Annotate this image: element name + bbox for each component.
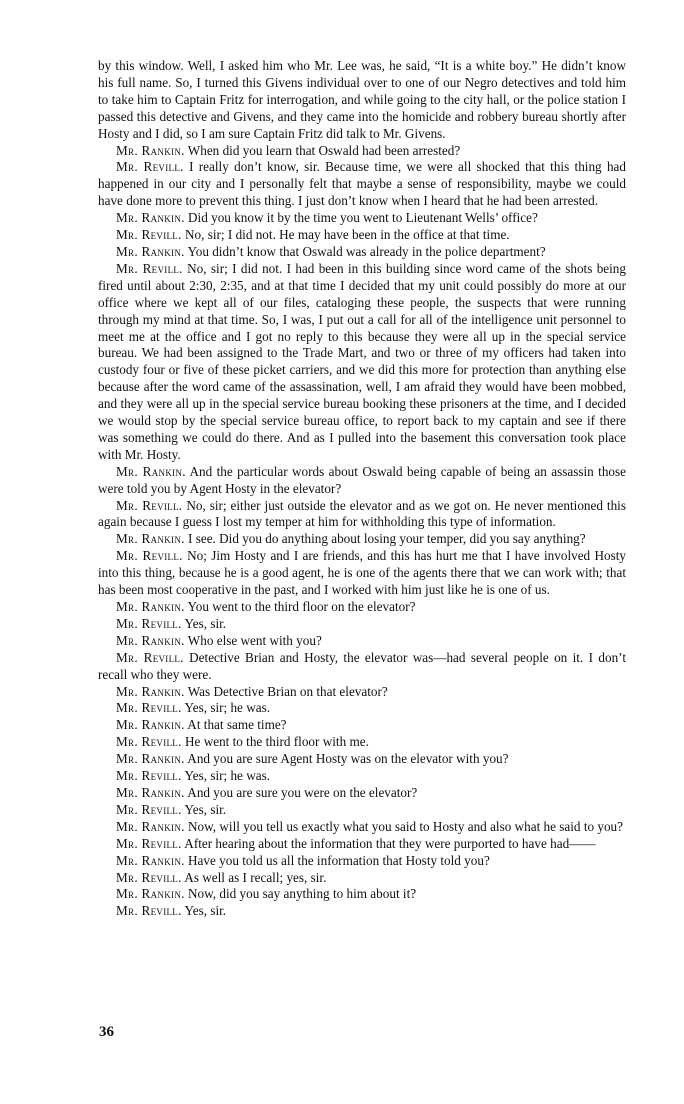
dialogue-paragraph — [98, 836, 626, 853]
speech-text: He went to the third floor with me. — [185, 734, 369, 750]
dialogue-paragraph — [98, 548, 626, 599]
dialogue-paragraph — [98, 227, 626, 244]
speech-text: You went to the third floor on the elevator? — [187, 599, 416, 614]
speaker-name: Mr. Revill. — [116, 159, 184, 175]
speaker-name: Mr. Revill. — [116, 768, 182, 784]
speaker-name: Mr. Rankin. — [116, 531, 185, 547]
speech-text: Who else went with you? — [187, 632, 322, 648]
speech-text: At that same time? — [187, 717, 287, 733]
speech-text: Was Detective Brian on that elevator? — [187, 683, 388, 699]
speaker-name: Mr. Rankin. — [116, 142, 185, 158]
speech-text: I see. Did you do anything about losing your temper, did you say anything? — [188, 531, 586, 547]
dialogue-paragraph — [98, 819, 626, 836]
dialogue-paragraph — [98, 210, 626, 227]
dialogue-paragraph — [98, 244, 626, 261]
speaker-name: Mr. Rankin. — [116, 683, 185, 699]
transcript-page — [98, 58, 626, 920]
speaker-name: Mr. Revill. — [116, 649, 184, 665]
speaker-name: Mr. Rankin. — [116, 632, 185, 648]
speaker-name: Mr. Revill. — [116, 700, 182, 716]
dialogue-paragraph — [98, 785, 626, 802]
speech-text: No, sir; either just outside the elevator and as we got on. He never mentioned this again because I guess I lost my temper at him for withholding this type of information. — [98, 497, 626, 530]
speaker-name: Mr. Rankin. — [116, 717, 185, 733]
speech-text: As well as I recall; yes, sir. — [184, 869, 327, 885]
speech-text: After hearing about the information that they were purported to have had—— — [184, 835, 596, 851]
speech-text: Now, will you tell us exactly what you said to Hosty and also what he said to you? — [188, 818, 624, 834]
speaker-name: Mr. Revill. — [116, 869, 182, 885]
speaker-name: Mr. Rankin. — [116, 751, 185, 767]
dialogue-list — [98, 143, 626, 921]
speaker-name: Mr. Revill. — [116, 227, 182, 243]
speech-text: Did you know it by the time you went to Lieutenant Wells’ office? — [188, 210, 538, 226]
speaker-name: Mr. Rankin. — [116, 852, 185, 868]
speaker-name: Mr. Revill. — [116, 615, 182, 631]
speech-text: And you are sure you were on the elevator? — [187, 784, 418, 800]
speech-text: Now, did you say anything to him about it? — [188, 886, 417, 902]
dialogue-paragraph — [98, 802, 626, 819]
speech-text: Have you told us all the information that Hosty told you? — [188, 852, 490, 868]
speaker-name: Mr. Rankin. — [116, 784, 185, 800]
speaker-name: Mr. Revill. — [116, 801, 182, 817]
speaker-name: Mr. Revill. — [116, 260, 183, 276]
speech-text: No; Jim Hosty and I are friends, and this has hurt me that I have involved Hosty into this thing, because he is a good agent, he is one of the agents there that we can work with; that has been most cooperative in the past, and I worked with him just like he is one of us. — [98, 548, 626, 598]
dialogue-paragraph — [98, 599, 626, 616]
dialogue-paragraph — [98, 650, 626, 684]
speech-text: Yes, sir; he was. — [184, 700, 271, 716]
speech-text: When did you learn that Oswald had been arrested? — [187, 142, 461, 158]
speech-text: Yes, sir. — [184, 615, 227, 631]
speech-text: I really don’t know, sir. Because time, we were all shocked that this thing had happened in our city and I personally felt that maybe a sense of responsibility, maybe we could have done more to prevent this thing. I just don’t know when I heard that he had been arrested. — [98, 159, 627, 209]
dialogue-paragraph — [98, 870, 626, 887]
dialogue-paragraph — [98, 464, 626, 498]
speaker-name: Mr. Revill. — [116, 734, 182, 750]
dialogue-paragraph — [98, 886, 626, 903]
speaker-name: Mr. Rankin. — [116, 210, 185, 226]
speaker-name: Mr. Rankin. — [116, 599, 185, 614]
dialogue-paragraph — [98, 768, 626, 785]
speech-text: You didn’t know that Oswald was already in the police department? — [187, 243, 546, 259]
speech-text: No, sir; I did not. I had been in this building since word came of the shots being fired until about 2:30, 2:35, and at that time I decided that my unit could possibly do more at our office where we kept all of our files, cataloging these people, the suspects that were running through my mind at that time. So, I was, I put out a call for all of the intelligence unit personnel to meet me at the office and I got no reply to this because they were all up in the special service bureau. We had been assigned to the Trade Mart, and two or three of my officers had taken into custody four or five of these picket carriers, and we did this more for protection than anything else because after the word came of the assassination, well, I am afraid they would have been mobbed, and they were all up in the special service bureau booking these prisoners at the time, and I decided we would stop by the special service bureau office, to report back to my captain and see if there was something we could do there. And as I pulled into the basement this conversation took place with Mr. Hosty. — [98, 260, 626, 462]
dialogue-paragraph — [98, 498, 626, 532]
dialogue-paragraph — [98, 903, 626, 920]
speaker-name: Mr. Revill. — [116, 835, 182, 851]
page-number: 36 — [99, 1024, 114, 1040]
speech-text: And you are sure Agent Hosty was on the elevator with you? — [187, 751, 509, 767]
dialogue-paragraph — [98, 853, 626, 870]
dialogue-paragraph — [98, 531, 626, 548]
speech-text: Yes, sir; he was. — [184, 768, 271, 784]
dialogue-paragraph — [98, 751, 626, 768]
speaker-name: Mr. Revill. — [116, 497, 183, 513]
dialogue-paragraph — [98, 633, 626, 650]
speech-text: Yes, sir. — [184, 903, 227, 919]
dialogue-paragraph — [98, 717, 626, 734]
dialogue-paragraph — [98, 143, 626, 160]
speech-text: And the particular words about Oswald being capable of being an assassin those were told you by Agent Hosty in the elevator? — [98, 463, 626, 496]
dialogue-paragraph — [98, 159, 626, 210]
speech-text: Yes, sir. — [184, 801, 227, 817]
speaker-name: Mr. Revill. — [116, 548, 183, 564]
speaker-name: Mr. Rankin. — [116, 886, 185, 902]
dialogue-paragraph — [98, 684, 626, 701]
speaker-name: Mr. Rankin. — [116, 463, 186, 479]
speaker-name: Mr. Revill. — [116, 903, 182, 919]
dialogue-paragraph — [98, 616, 626, 633]
speaker-name: Mr. Rankin. — [116, 818, 185, 834]
speaker-name: Mr. Rankin. — [116, 243, 185, 259]
dialogue-paragraph — [98, 700, 626, 717]
dialogue-paragraph — [98, 734, 626, 751]
speech-text: Detective Brian and Hosty, the elevator was—had several people on it. I don’t recall who they were. — [98, 649, 626, 682]
opening-paragraph: by this window. Well, I asked him who Mr. Lee was, he said, “It is a white boy.” He didn’t know his full name. So, I turned this Givens individual over to one of our Negro detectives and told him to take him to Captain Fritz for interrogation, and while going to the city hall, or the police station I passed this detective and Givens, and they came into the homicide and robbery bureau shortly after Hosty and I did, so I am sure Captain Fritz did talk to Mr. Givens. — [98, 58, 626, 141]
speech-text: No, sir; I did not. He may have been in the office at that time. — [185, 227, 510, 243]
dialogue-paragraph — [98, 261, 626, 464]
